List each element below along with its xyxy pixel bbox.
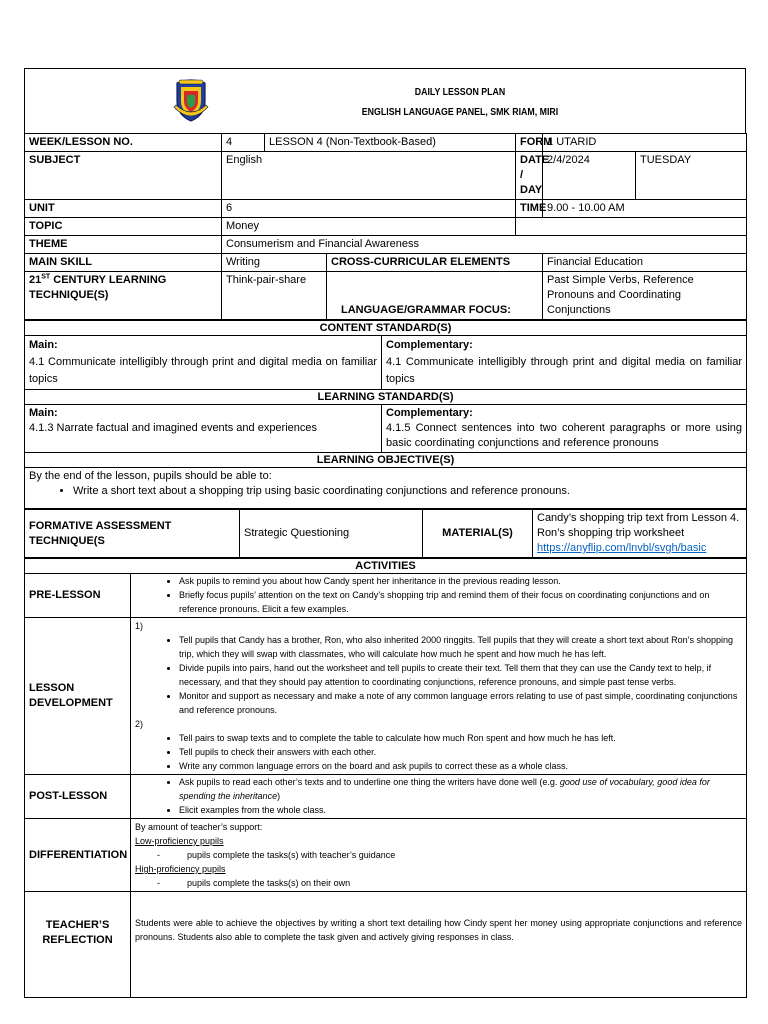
row-reflection (25, 892, 747, 998)
objective-item: • Write a short text about a shopping trip using basic coordinating conjunctions and reference pronouns. (73, 484, 742, 499)
activities-table (24, 558, 747, 998)
pre-lesson-label: PRE-LESSON (25, 574, 131, 618)
subject-value: English (222, 152, 516, 200)
content-comp (382, 336, 747, 390)
c21-sup: ST (41, 273, 51, 281)
post-item1-c: ) (277, 791, 281, 801)
learning-comp-text: 4.1.5 Connect sentences into two coherent paragraphs or more using basic coordinating conjunctions and reference pronouns (386, 422, 743, 449)
cce-label: CROSS-CURRICULAR ELEMENTS (327, 254, 543, 272)
lesson-plan-sheet (24, 68, 746, 998)
content-comp-text: 4.1 Communicate intelligibly through print and digital media on familiar topics (386, 356, 743, 385)
differentiation-intro: By amount of teacher’s support: (135, 822, 263, 832)
development-label-2: DEVELOPMENT (29, 697, 113, 709)
cce-value: Financial Education (543, 254, 747, 272)
topic-value: Money (222, 218, 516, 236)
assessment-label: FORMATIVE ASSESSMENT TECHNIQUE(S (25, 510, 240, 558)
dash-mark: - (157, 878, 160, 888)
material-value (533, 510, 747, 558)
activities-heading: ACTIVITIES (25, 559, 747, 574)
development-item-1: • Tell pupils that Candy has a brother, Ron, who also inherited 2000 ringgits. Tell pupils that they will create a short text about Ron’s shopping trip, which they will swap with classmates, who will calculate how much he spent and how much he has left. (179, 633, 742, 661)
c21-label-2: TECHNIQUE(S) (29, 289, 109, 301)
development-item-5: • Tell pupils to check their answers with each other. (179, 745, 742, 759)
row-pre-lesson (25, 574, 747, 618)
row-lesson-development (25, 618, 747, 775)
post-lesson-label: POST-LESSON (25, 775, 131, 819)
content-main-text: 4.1 Communicate intelligibly through print and digital media on familiar topics (29, 356, 377, 385)
post-lesson-body (131, 775, 747, 819)
reflection-label (25, 892, 131, 998)
header-line-1: DAILY LESSON PLAN (414, 87, 506, 98)
reflection-label-1: TEACHER’S (45, 919, 110, 931)
post-lesson-item-1 (179, 775, 742, 803)
pre-lesson-item-2: • Briefly focus pupils’ attention on the text on Candy’s shopping trip and remind them of their focus on coordinating conjunctions and on reference pronouns. Elicit a few examples. (179, 588, 742, 616)
row-theme (25, 236, 747, 254)
content-main-label: Main: (29, 339, 58, 351)
objectives-intro: By the end of the lesson, pupils should be able to: (29, 470, 272, 482)
content-comp-label: Complementary: (386, 339, 473, 351)
development-item-3: • Monitor and support as necessary and make a note of any common language errors relating to use of past simple, coordinating conjunctions and reference pronouns. (179, 689, 742, 717)
row-differentiation (25, 819, 747, 892)
differentiation-low: Low-proficiency pupils (135, 836, 224, 846)
lesson-value: LESSON 4 (Non-Textbook-Based) (265, 134, 516, 152)
c21-value: Think-pair-share (222, 272, 327, 320)
pre-lesson-item-1: • Ask pupils to remind you about how Candy spent her inheritance in the previous reading lesson. (179, 574, 742, 588)
material-line-1: Candy’s shopping trip text from Lesson 4. (537, 512, 740, 524)
pre-lesson-body (131, 574, 747, 618)
standards-table (24, 320, 747, 509)
document-header (24, 68, 746, 133)
differentiation-label: DIFFERENTIATION (25, 819, 131, 892)
unit-label: UNIT (25, 200, 222, 218)
topic-blank (516, 218, 747, 236)
row-content-standard (25, 336, 747, 390)
c21-label (25, 272, 222, 320)
header-title (209, 83, 711, 123)
date-value: 2/4/2024 (543, 152, 636, 200)
theme-value: Consumerism and Financial Awareness (222, 236, 747, 254)
row-week (25, 134, 747, 152)
content-standard-heading: CONTENT STANDARD(S) (25, 321, 747, 336)
learning-comp-label: Complementary: (386, 407, 473, 419)
header-line-2: ENGLISH LANGUAGE PANEL, SMK RIAM, MIRI (361, 107, 559, 118)
row-unit (25, 200, 747, 218)
time-label: TIME (516, 200, 543, 218)
theme-label: THEME (25, 236, 222, 254)
c21-num: 21 (29, 274, 42, 286)
development-item-4: • Tell pairs to swap texts and to complete the table to calculate how much Ron spent and how much he has left. (179, 731, 742, 745)
development-label (25, 618, 131, 775)
development-item-2: • Divide pupils into pairs, hand out the worksheet and tell pupils to create their text. Tell them that they can use the Candy text to help, if necessary, and that they should pay attention to coordinating conjunctions, reference pronouns, and simple past tense verbs. (179, 661, 742, 689)
c21-label-rest: CENTURY LEARNING (50, 274, 167, 286)
row-post-lesson (25, 775, 747, 819)
development-step-2: 2) (135, 719, 144, 729)
form-value: 1 UTARID (543, 134, 747, 152)
reflection-body: Students were able to achieve the objectives by writing a short text detailing how Cindy spent her money using appropriate conjunctions and reference pronouns. Students also able to complete the task given and actively giving responses in class. (131, 892, 747, 998)
development-body (131, 618, 747, 775)
material-link[interactable]: https://anyflip.com/lnvbl/svgh/basic (537, 542, 707, 554)
row-main-skill (25, 254, 747, 272)
lang-label: LANGUAGE/GRAMMAR FOCUS: (327, 272, 543, 320)
post-item1-b: good use of vocabulary, good idea for spending the inheritance (179, 777, 710, 801)
development-step-1: 1) (135, 621, 144, 631)
development-item-6: • Write any common language errors on the board and ask pupils to correct these as a whole class. (179, 759, 742, 773)
assessment-table (24, 509, 747, 558)
school-crest-icon (173, 77, 209, 123)
lang-value: Past Simple Verbs, Reference Pronouns and Coordinating Conjunctions (543, 272, 747, 320)
main-skill-value: Writing (222, 254, 327, 272)
post-item1-a: Ask pupils to read each other’s texts and to underline one thing the writers have done well (e.g. (179, 777, 560, 787)
reflection-label-2: REFLECTION (42, 934, 113, 946)
learning-main-label: Main: (29, 407, 58, 419)
main-skill-label: MAIN SKILL (25, 254, 222, 272)
row-learning-standard (25, 405, 747, 453)
post-lesson-item-2: • Elicit examples from the whole class. (179, 803, 742, 817)
row-topic (25, 218, 747, 236)
differentiation-low-text: pupils complete the tasks(s) with teacher’s guidance (187, 850, 396, 860)
material-line-2: Ron’s shopping trip worksheet (537, 527, 685, 539)
learning-comp (382, 405, 747, 453)
lesson-info-table (24, 133, 747, 320)
week-label: WEEK/LESSON NO. (25, 134, 222, 152)
week-value: 4 (222, 134, 265, 152)
form-label: FORM (516, 134, 543, 152)
assessment-value: Strategic Questioning (240, 510, 423, 558)
differentiation-high-text: pupils complete the tasks(s) on their own (187, 878, 351, 888)
learning-main (25, 405, 382, 453)
differentiation-body (131, 819, 747, 892)
row-objectives (25, 468, 747, 509)
material-label: MATERIAL(S) (423, 510, 533, 558)
development-label-1: LESSON (29, 682, 75, 694)
differentiation-high-item (135, 876, 742, 890)
learning-standard-heading: LEARNING STANDARD(S) (25, 390, 747, 405)
row-assessment (25, 510, 747, 558)
row-21c (25, 272, 747, 320)
learning-main-text: 4.1.3 Narrate factual and imagined events and experiences (29, 422, 318, 434)
unit-value: 6 (222, 200, 516, 218)
time-value: 9.00 - 10.00 AM (543, 200, 747, 218)
content-main (25, 336, 382, 390)
date-label: DATE / DAY (516, 152, 543, 200)
objectives-body (25, 468, 747, 509)
row-subject (25, 152, 747, 200)
topic-label: TOPIC (25, 218, 222, 236)
dash-mark: - (157, 850, 160, 860)
day-value: TUESDAY (636, 152, 747, 200)
subject-label: SUBJECT (25, 152, 222, 200)
differentiation-low-item (135, 848, 742, 862)
differentiation-high: High-proficiency pupils (135, 864, 226, 874)
objectives-heading: LEARNING OBJECTIVE(S) (25, 453, 747, 468)
